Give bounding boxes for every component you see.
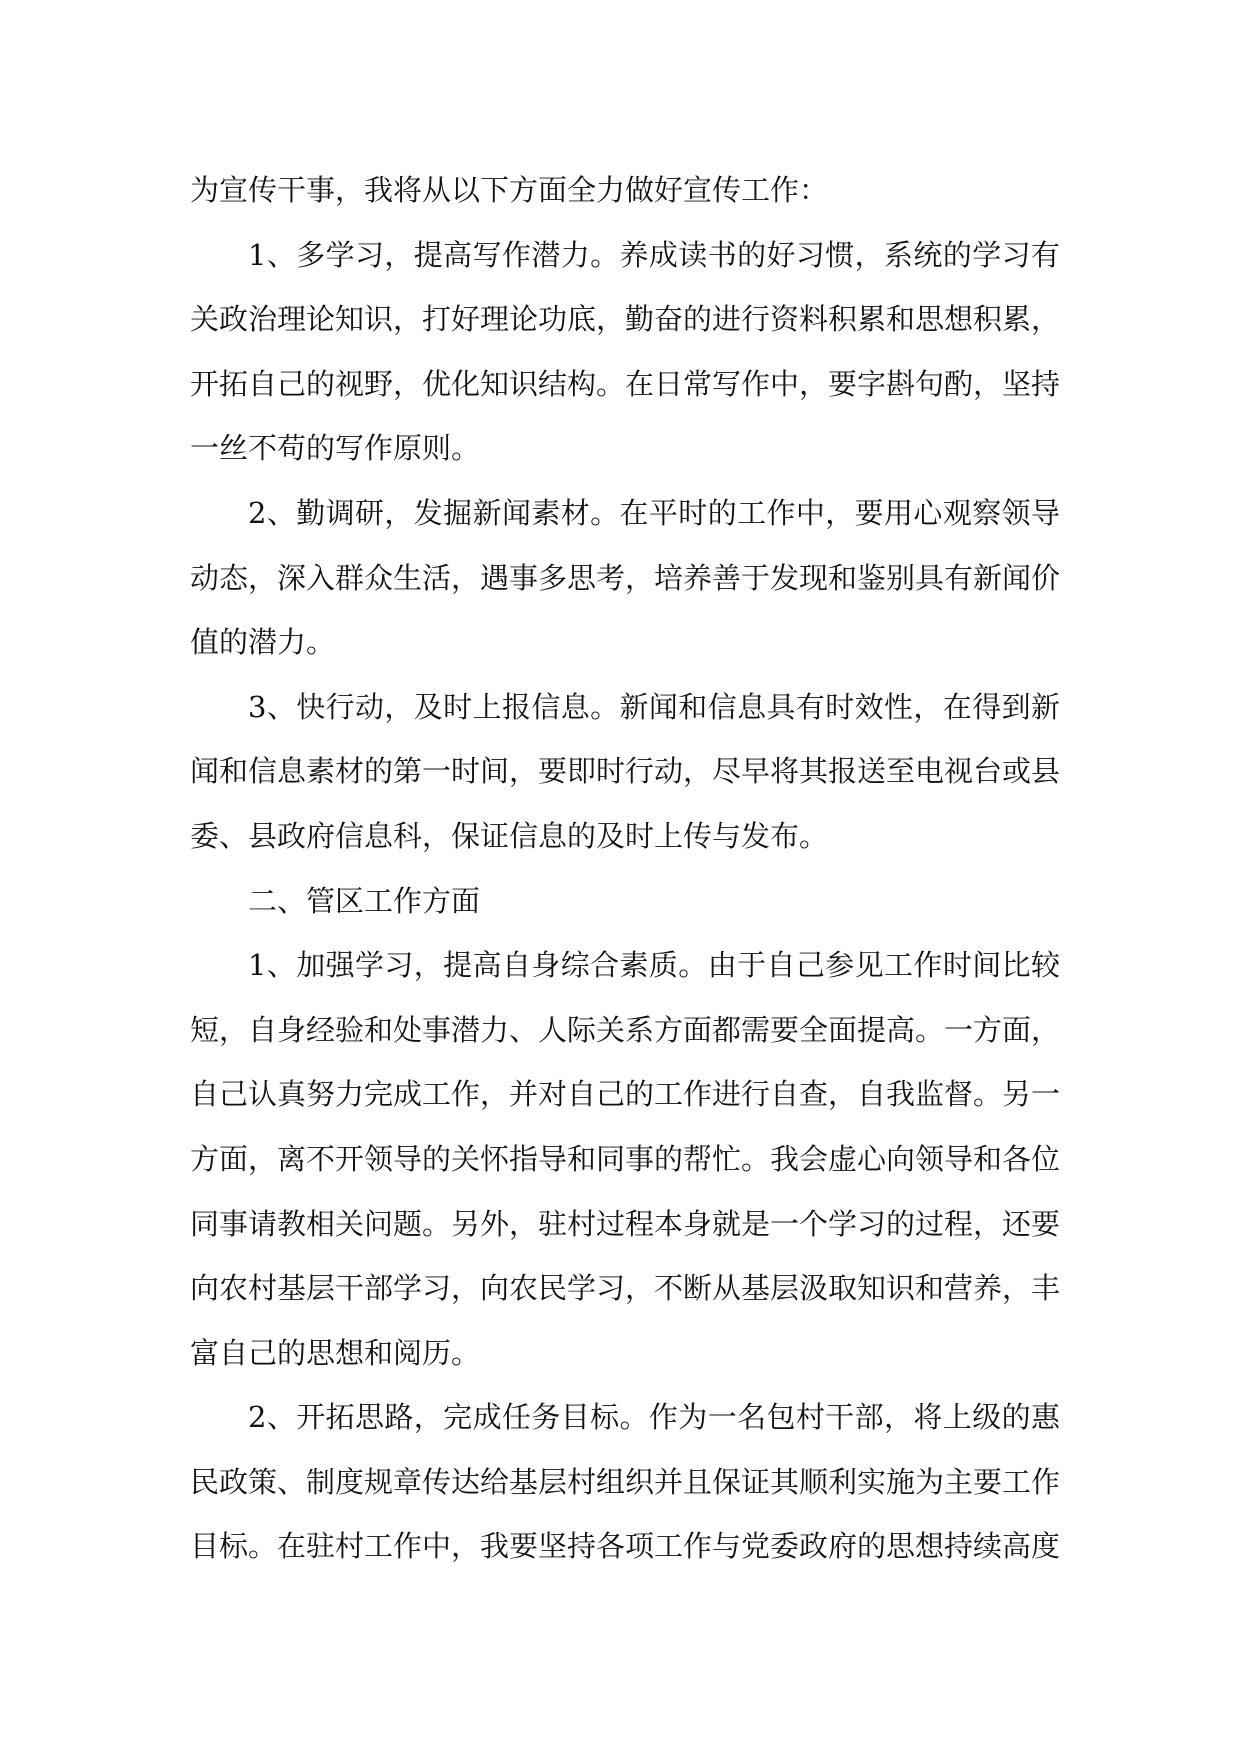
paragraph-action: 3、快行动，及时上报信息。新闻和信息具有时效性，在得到新闻和信息素材的第一时间，要即时行动，尽早将其报送至电视台或县委、县政府信息科，保证信息的及时上传与发布。	[190, 689, 1061, 853]
paragraph-research: 2、勤调研，发掘新闻素材。在平时的工作中，要用心观察领导动态，深入群众生活，遇事多思考，培养善于发现和鉴别具有新闻价值的潜力。	[190, 495, 1061, 660]
paragraph-learning: 1、加强学习，提高自身综合素质。由于自己参见工作时间比较短，自身经验和处事潜力、人际关系方面都需要全面提高。一方面，自己认真努力完成工作，并对自己的工作进行自查，自我监督。另一方面，离不开领导的关怀指导和同事的帮忙。我会虚心向领导和各位同事请教相关问题。另外，驻村过程本身就是一个学习的过程，还要向农村基层干部学习，向农民学习，不断从基层汲取知识和营养，丰富自己的思想和阅历。	[190, 948, 1061, 1370]
paragraph-study: 1、多学习，提高写作潜力。养成读书的好习惯，系统的学习有关政治理论知识，打好理论功底，勤奋的进行资料积累和思想积累，开拓自己的视野，优化知识结构。在日常写作中，要字斟句酌，坚持一丝不苟的写作原则。	[190, 237, 1061, 466]
document-body	[190, 158, 1060, 1579]
section-heading: 二、管区工作方面	[248, 883, 481, 918]
paragraph-goals: 2、开拓思路，完成任务目标。作为一名包村干部，将上级的惠民政策、制度规章传达给基层村组织并且保证其顺利实施为主要工作目标。在驻村工作中，我要坚持各项工作与党委政府的思想持续高度	[190, 1400, 1061, 1564]
paragraph-intro: 为宣传干事，我将从以下方面全力做好宣传工作：	[190, 173, 829, 207]
